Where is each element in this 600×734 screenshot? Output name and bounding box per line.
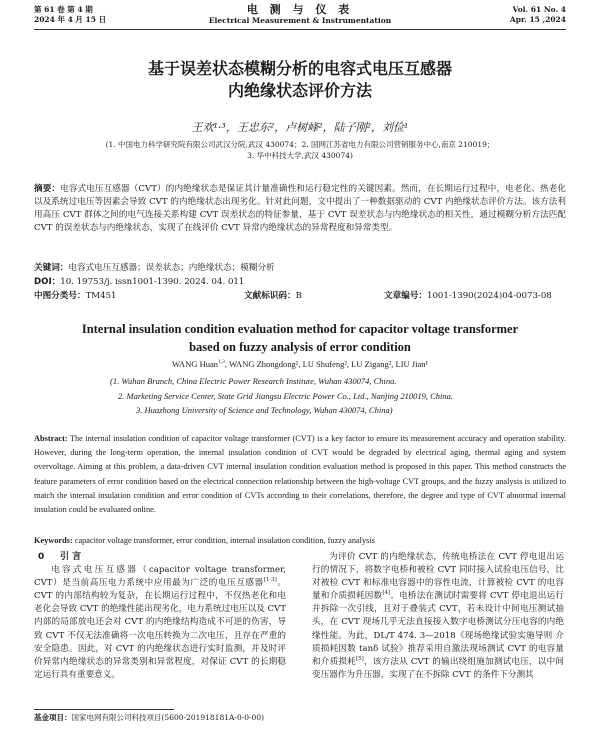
header-right <box>510 5 566 25</box>
header-rule <box>34 29 566 30</box>
abstract-cn-text: 电容式电压互感器（CVT）的内绝缘状态是保证其计量准确性和运行稳定性的关键因素。然而，在长期运行过程中，电老化、热老化以及系统过电压等因素会导致 CVT 的内绝缘状态出现劣化。针对此问题，文中提出了一种数据驱动的 CVT 内绝缘状态评价方法。该方法利用高压 CVT 群体之间的电气连接关系构建 CVT 误差状态的特征参量，基于 CVT 误差状态与内绝缘状态的相关性，通过模糊分析方法匹配 CVT 的误差状态与内绝缘状态，实现了在线评价 CVT 异常内绝缘状态的异常程度和异常类型。 <box>34 184 566 234</box>
paper-title-cn <box>0 58 600 102</box>
article-number-value: 1001-1390(2024)04-0073-08 <box>426 291 552 301</box>
section-heading <box>38 551 286 564</box>
article-number-label: 文章编号： <box>384 291 427 301</box>
citation[interactable]: [5] <box>355 655 364 662</box>
footnote-rule <box>34 709 174 710</box>
doi-label: DOI： <box>34 277 61 287</box>
affiliation-en-line-1: (1. Wuhan Branch, China Electric Power Research Institute, Wuhan 430074, China. <box>110 376 397 386</box>
paper-title-en <box>0 320 600 356</box>
fund-label: 基金项目： <box>34 713 72 722</box>
clc-label: 中图分类号： <box>34 291 86 301</box>
keywords-en-label: Keywords: <box>34 536 73 545</box>
fund-footnote <box>34 713 264 723</box>
affiliation-en-line-3: 3. Huazhong University of Science and Technology, Wuhan 430074, China) <box>136 405 393 415</box>
title-cn-line-1: 基于误差状态模糊分析的电容式电压互感器 <box>147 59 452 78</box>
journal-name-en: Electrical Measurement & Instrumentation <box>208 16 392 25</box>
citation[interactable]: [4] <box>382 590 391 597</box>
paragraph-text: 。CVT 的内部结构较为复杂，在长期运行过程中，不仅热老化和电老化会导致 CVT 的绝缘性能出现劣化，电力系统过电压以及 CVT 内部的局部放电还会对 CVT 的内绝缘结构造成不可逆的伤害，导致 CVT 不仅无法准确将一次电压转换为二次电压，且存在严重的安全隐患。因此，对 CVT 的内绝缘状态进行实时监测，并及时评价异常内绝缘状态的异常类别和异常程度，对保证 CVT 的长期稳定运行具有重要意义。 <box>34 578 286 680</box>
abstract-en-text: The internal insulation condition of capacitor voltage transformer (CVT) is a key factor to ensure its measurement accuracy and operation stability. However, during the long-term operation, the internal insulation condition of CVT would be degraded by electrical aging, thermal aging and system overvoltage. Aiming at this problem, a data-driven CVT internal insulation condition evaluation method is proposed in this paper. This method constructs the feature parameters of error condition based on the electrical connection relationship between the high-voltage CVT groups, and the fuzzy analysis is utilized to match the internal insulation condition and error condition of CVTs according to their correlations, therefore, the degree and type of CVT abnormal internal insulation could be evaluated online. <box>34 434 566 515</box>
keywords-en <box>34 534 566 547</box>
clc-number <box>34 290 117 303</box>
paragraph <box>312 551 564 682</box>
affiliations-en <box>110 374 530 418</box>
keywords-en-text: capacitor voltage transformer, error condition, internal insulation condition, fuzzy analysis <box>74 536 375 545</box>
title-en-line-2: based on fuzzy analysis of error condition <box>189 340 411 354</box>
abstract-en-label: Abstract: <box>34 434 68 443</box>
title-en-line-1: Internal insulation condition evaluation method for capacitor voltage transformer <box>81 322 519 336</box>
article-number <box>384 290 552 303</box>
citation[interactable]: [1-3] <box>263 577 277 584</box>
paragraph-text: 。电桥法在测试时需要将 CVT 停电退出运行并拆除一次引线，且对于叠装式 CVT，若未设计中间电压测试抽头，在 CVT 现场几乎无法直接接入数字电桥测试分压电容的内绝缘性能。为此，DL/T 474. 3—2018《现场绝缘试验实施导则 介质损耗因数 tanδ 试验》推荐采用自激法现场测试 CVT 的电容量和介质损耗 <box>312 591 564 667</box>
document-code-value: B <box>295 291 302 301</box>
keywords-cn-text: 电容式电压互感器；误差状态；内绝缘状态；模糊分析 <box>68 263 275 273</box>
paragraph-text: 为评价 CVT 的内绝缘状态，传统电桥法在 CVT 停电退出运行的情况下，将数字电桥和被检 CVT 同时接入试验电压信号，比对被检 CVT 和标准电容器中的容性电流，计算被检 CVT 的电容量和介质损耗因数 <box>312 552 564 602</box>
paragraph <box>34 564 286 682</box>
author-en-first: WANG Huan <box>171 359 218 369</box>
author-en-first-sup: 1,3 <box>218 359 225 366</box>
document-code-label: 文献标识码： <box>244 291 296 301</box>
date-en: Apr. 15 ,2024 <box>509 15 566 24</box>
affiliation-cn-line-2: 3. 华中科技大学,武汉 430074) <box>247 151 353 160</box>
abstract-cn-label: 摘要： <box>34 184 61 194</box>
volume-issue-en: Vol. 61 No. 4 <box>512 5 566 14</box>
volume-issue-cn: 第 61 卷 第 4 期 <box>34 5 93 14</box>
section-title: 引 言 <box>60 552 82 562</box>
journal-name-cn: 电 测 与 仪 表 <box>246 3 354 16</box>
doi <box>34 276 244 289</box>
affiliations-cn <box>40 139 560 161</box>
authors-cn: 王欢¹·³，王忠东²，卢树峰²，陆子刚²，刘俭¹ <box>191 121 409 134</box>
section-number: 0 <box>38 552 45 562</box>
affiliation-cn-line-1: (1. 中国电力科学研究院有限公司武汉分院,武汉 430074；2. 国网江苏省电力有限公司营销服务中心,南京 210019； <box>105 140 495 149</box>
document-code <box>244 290 302 303</box>
clc-value: TM451 <box>85 291 117 301</box>
fund-text: 国家电网有限公司科技项目(5600-201918181A-0-0-00) <box>71 713 265 722</box>
keywords-cn <box>34 262 566 275</box>
doi-value[interactable]: 10. 19753/j. issn1001-1390. 2024. 04. 011 <box>60 277 245 287</box>
abstract-en <box>34 432 566 517</box>
abstract-cn <box>34 183 566 235</box>
date-cn: 2024 年 4 月 15 日 <box>34 15 107 24</box>
title-cn-line-2: 内绝缘状态评价方法 <box>227 81 372 100</box>
body-column-right <box>312 551 564 682</box>
affiliation-en-line-2: 2. Marketing Service Center, State Grid Jiangsu Electric Power Co., Ltd., Nanjing 210019, China. <box>118 390 454 401</box>
authors-en <box>0 358 600 370</box>
paragraph-text: 电容式电压互感器（capacitor voltage transformer, CVT）是当前高压电力系统中应用最为广泛的电压互感器 <box>34 565 286 589</box>
keywords-cn-label: 关键词： <box>34 263 69 273</box>
authors-en-rest: , WANG Zhongdong², LU Shufeng², LU Zigang², LIU Jian¹ <box>224 359 429 369</box>
paragraph-text: ，该方法从 CVT 的输出绕组施加测试电压，以中间变压器作为升压器，实现了在不拆除 CVT 的条件下分测其 <box>312 656 564 680</box>
body-column-left <box>34 551 286 682</box>
